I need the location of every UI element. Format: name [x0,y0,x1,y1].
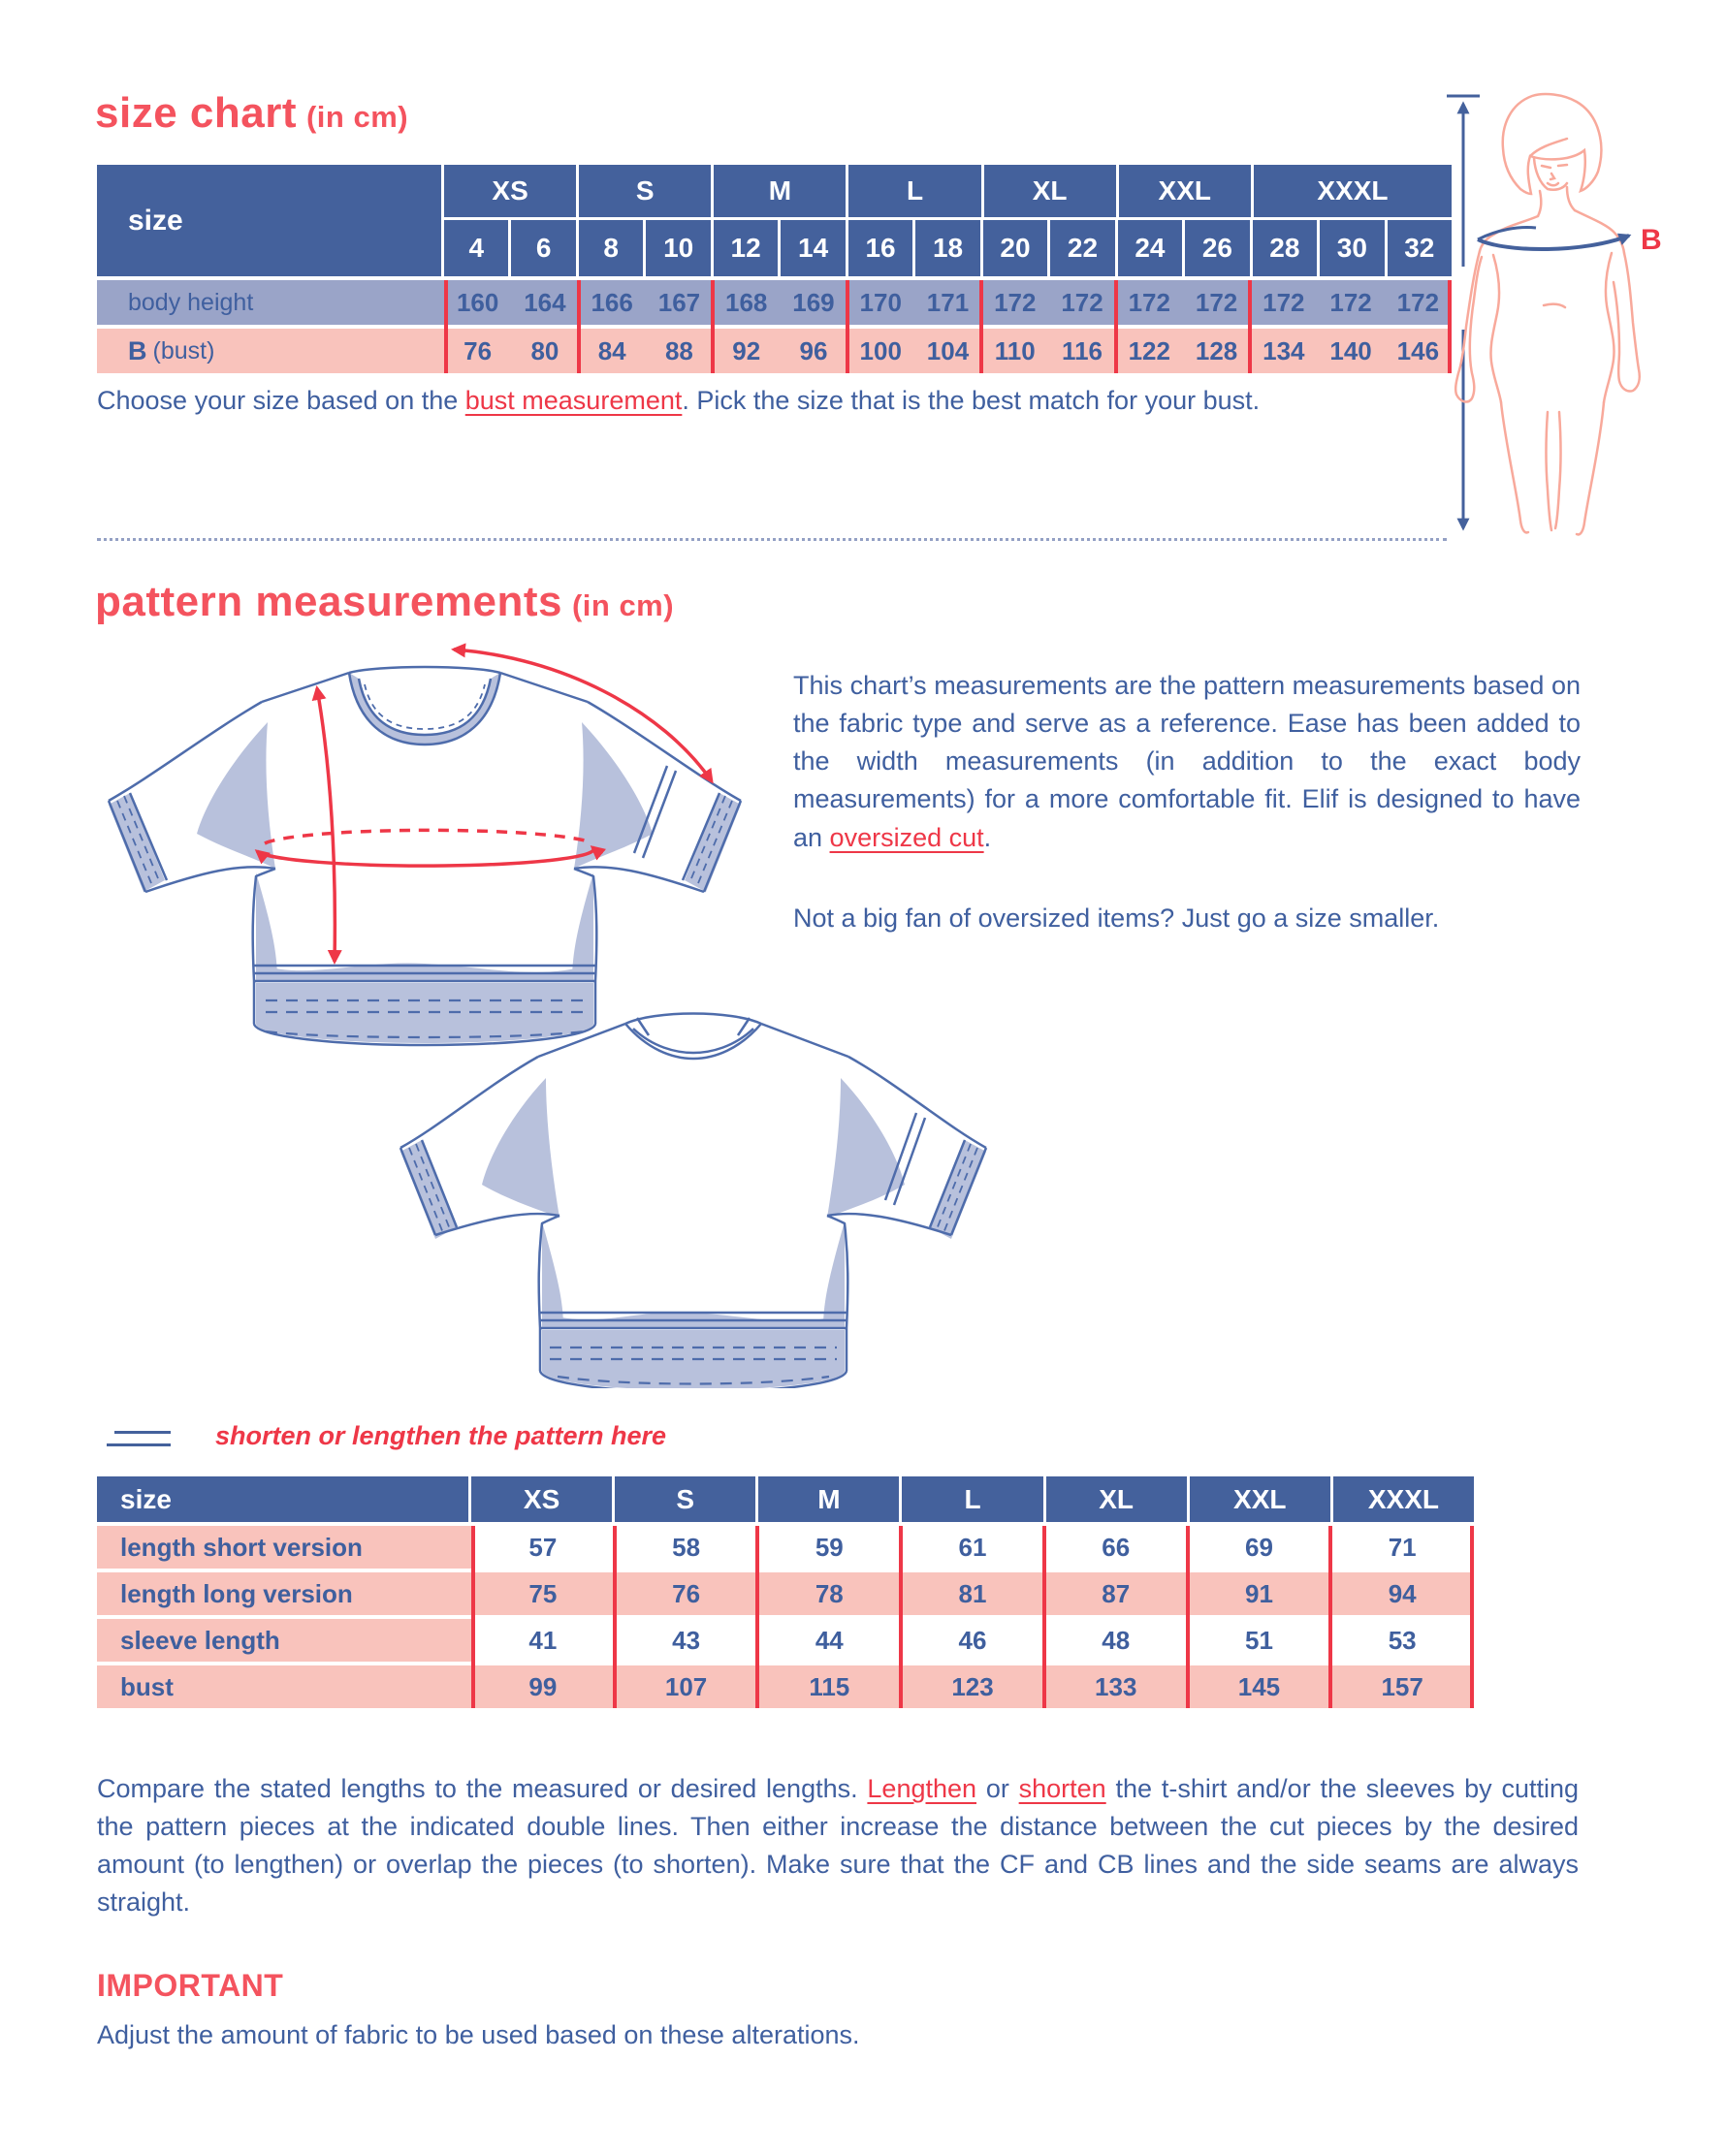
table-cell: 146 [1396,335,1440,365]
table-cell: 172 [1128,287,1170,317]
size-note [97,382,1474,420]
table-cell: 61 [958,1532,987,1562]
measurements-table-row [97,1572,1474,1615]
table-cell: 59 [815,1532,844,1562]
table-cell: 46 [958,1625,987,1655]
bust-measurement-link: bust measurement [464,386,683,415]
size-number-cell: 6 [511,220,575,276]
table-cell: 58 [672,1532,701,1562]
table-cell: 133 [1095,1671,1137,1701]
measurements-table-row [97,1665,1474,1708]
size-number-cell: 12 [714,220,778,276]
table-cell: 116 [1062,335,1103,365]
tshirt-front-drawing [85,630,764,1047]
front-shade [109,673,741,1043]
table-cell: 53 [1388,1625,1417,1655]
measurements-header-cell: XS [471,1476,612,1522]
measurements-header-cell: XXXL [1333,1476,1474,1522]
size-chart-title-text: size chart [95,89,297,137]
section-divider [97,538,1447,541]
double-line-symbol-2 [107,1443,171,1446]
table-cell: 172 [1263,287,1305,317]
table-cell: 107 [664,1671,708,1701]
oversized-cut-link: oversized cut [829,822,984,852]
size-table-groups-row [444,165,1452,217]
important-heading: IMPORTANT [97,1968,284,2003]
sleeve-length-arrow [454,650,712,781]
measurements-table-row [97,1526,1474,1569]
size-chart-title-unit: (in cm) [305,100,409,134]
table-cell: 92 [732,335,761,365]
size-table-body [97,280,1452,373]
size-group-cell: XL [984,165,1116,217]
measurements-row-values [471,1665,1474,1708]
body-length-arrow [317,688,335,962]
size-number-cell: 8 [579,220,643,276]
important-text: Adjust the amount of fabric to be used based on these alterations. [97,2020,860,2049]
table-cell: 99 [528,1671,558,1701]
table-cell: 69 [1244,1532,1273,1562]
pattern-measurements-table [97,1476,1474,1708]
measurements-table-body [97,1526,1474,1708]
table-cell: 84 [597,335,626,365]
measurements-row-label: bust [97,1665,471,1708]
table-cell: 94 [1388,1578,1417,1608]
measurements-table-row [97,1619,1474,1662]
pattern-title-text: pattern measurements [95,578,562,625]
table-cell: 172 [1329,287,1372,317]
table-cell: 41 [528,1625,558,1655]
size-number-cell: 16 [848,220,912,276]
pattern-paragraph-text: This chart’s measurements are the pattern measurements based on the fabric type and serve as a reference. Ease has been added to the width measurements (in addition to the exact body measurements) for a more comfortable fit. Elif is designed to have an [793,671,1581,852]
table-cell: 110 [994,335,1036,365]
size-table-sizes-row [444,220,1452,276]
measurements-header-cell: L [902,1476,1042,1522]
size-number-cell: 20 [983,220,1047,276]
table-cell: 76 [463,335,493,365]
table-cell: 76 [672,1578,701,1608]
table-cell: 122 [1128,335,1170,365]
bust-width-arrow [257,847,593,866]
size-number-cell: 28 [1253,220,1317,276]
tshirt-back-drawing [393,991,994,1388]
pattern-paragraph-2: Not a big fan of oversized items? Just go a size smaller. [793,904,1440,933]
size-note-text: Choose your size based on the [97,386,465,415]
table-cell: 81 [958,1578,987,1608]
table-cell: 170 [859,287,902,317]
alteration-text: Compare the stated lengths to the measured or desired lengths. [97,1774,868,1803]
size-table-row-label: B (bust) [97,329,444,373]
table-cell: 171 [926,287,970,317]
table-cell: 71 [1388,1532,1417,1562]
table-cell: 43 [672,1625,701,1655]
size-table-row-label: body height [97,280,444,325]
table-cell: 88 [664,335,693,365]
table-cell: 172 [1061,287,1103,317]
table-cell: 128 [1195,335,1238,365]
measurements-header-cell: XL [1046,1476,1187,1522]
measurements-corner-cell: size [97,1476,468,1522]
table-cell: 100 [859,335,902,365]
table-cell: 44 [815,1625,844,1655]
measurements-header-cell: XXL [1190,1476,1330,1522]
measurements-row-label: sleeve length [97,1619,471,1662]
table-cell: 168 [725,287,768,317]
table-cell: 160 [456,287,499,317]
pattern-paragraph: This chart’s measurements are the pattern measurements based on the fabric type and serve as a reference. Ease has been added to the width measurements (in addition to the exact body measurements) for a more comfortable fit. Elif is designed to have an oversized cut. [793,671,1581,852]
legend-text: shorten or lengthen the pattern here [215,1421,667,1450]
size-table-row [97,280,1452,325]
table-cell: 104 [926,335,970,365]
table-cell: 75 [528,1578,558,1608]
table-cell: 145 [1237,1671,1281,1701]
back-shade [400,1078,986,1388]
bust-measure-line [1478,228,1629,250]
woman-figure [1455,94,1640,534]
table-cell: 91 [1244,1578,1273,1608]
measurements-table-header [97,1476,1474,1522]
size-table-row-values [444,280,1452,325]
size-table-row [97,329,1452,373]
table-cell: 87 [1102,1578,1131,1608]
table-cell: 48 [1102,1625,1131,1655]
table-cell: 167 [657,287,701,317]
table-cell: 96 [799,335,828,365]
table-cell: 172 [1195,287,1238,317]
bust-label-b: B [1641,224,1662,256]
shorten-link: shorten [1018,1774,1106,1803]
table-cell: 164 [524,287,566,317]
size-number-cell: 32 [1388,220,1452,276]
measurements-row-label: length short version [97,1526,471,1569]
measurements-row-values [471,1572,1474,1615]
lengthen-link: Lengthen [867,1774,977,1803]
table-cell: 172 [1396,287,1440,317]
size-note-text-end: . Pick the size that is the best match for your bust. [682,386,1261,415]
measurements-row-label: length long version [97,1572,471,1615]
body-height-arrow [1447,96,1480,528]
size-chart-title [95,89,408,138]
size-number-cell: 26 [1185,220,1249,276]
measurements-header-cell: S [615,1476,755,1522]
size-number-cell: 14 [781,220,845,276]
measurements-row-values [471,1619,1474,1662]
size-chart-table [97,165,1452,373]
table-cell: 66 [1102,1532,1131,1562]
size-group-cell: XXXL [1254,165,1452,217]
size-number-cell: 30 [1320,220,1384,276]
table-cell: 51 [1244,1625,1273,1655]
size-table-row-values [444,329,1452,373]
table-cell: 169 [792,287,835,317]
size-number-cell: 10 [646,220,710,276]
table-cell: 123 [951,1671,994,1701]
size-chart-table-header [97,165,1452,276]
size-group-cell: M [714,165,846,217]
table-cell: 115 [809,1671,850,1701]
body-figure-illustration [1439,82,1726,557]
size-group-cell: XS [444,165,576,217]
size-number-cell: 18 [915,220,979,276]
size-group-cell: L [848,165,980,217]
size-number-cell: 22 [1050,220,1114,276]
size-number-cell: 24 [1118,220,1182,276]
size-group-cell: XXL [1119,165,1251,217]
pattern-measurements-title [95,578,674,626]
table-cell: 140 [1329,335,1372,365]
table-cell: 80 [530,335,559,365]
table-cell: 172 [994,287,1037,317]
table-cell: 157 [1381,1671,1423,1701]
measurements-header-cell: M [758,1476,899,1522]
size-chart-corner-cell: size [97,165,441,276]
double-line-symbol [114,1431,171,1434]
table-cell: 166 [591,287,633,317]
alteration-note: Compare the stated lengths to the measured or desired lengths. Lengthen or shorten the t-shirt and/or the sleeves by cutting the pattern pieces at the indicated double lines. Then either increase the distance between the cut pieces by the desired amount (to lengthen) or overlap the pieces (to shorten). Make sure that the CF and CB lines and the side seams are always straight. [97,1774,1580,1918]
measurements-size-headers [471,1476,1474,1522]
size-number-cell: 4 [444,220,508,276]
table-cell: 57 [528,1532,558,1562]
size-group-cell: S [579,165,711,217]
table-cell: 134 [1263,335,1305,365]
table-cell: 78 [815,1578,844,1608]
measurements-row-values [471,1526,1474,1569]
pattern-title-unit: (in cm) [571,588,675,622]
